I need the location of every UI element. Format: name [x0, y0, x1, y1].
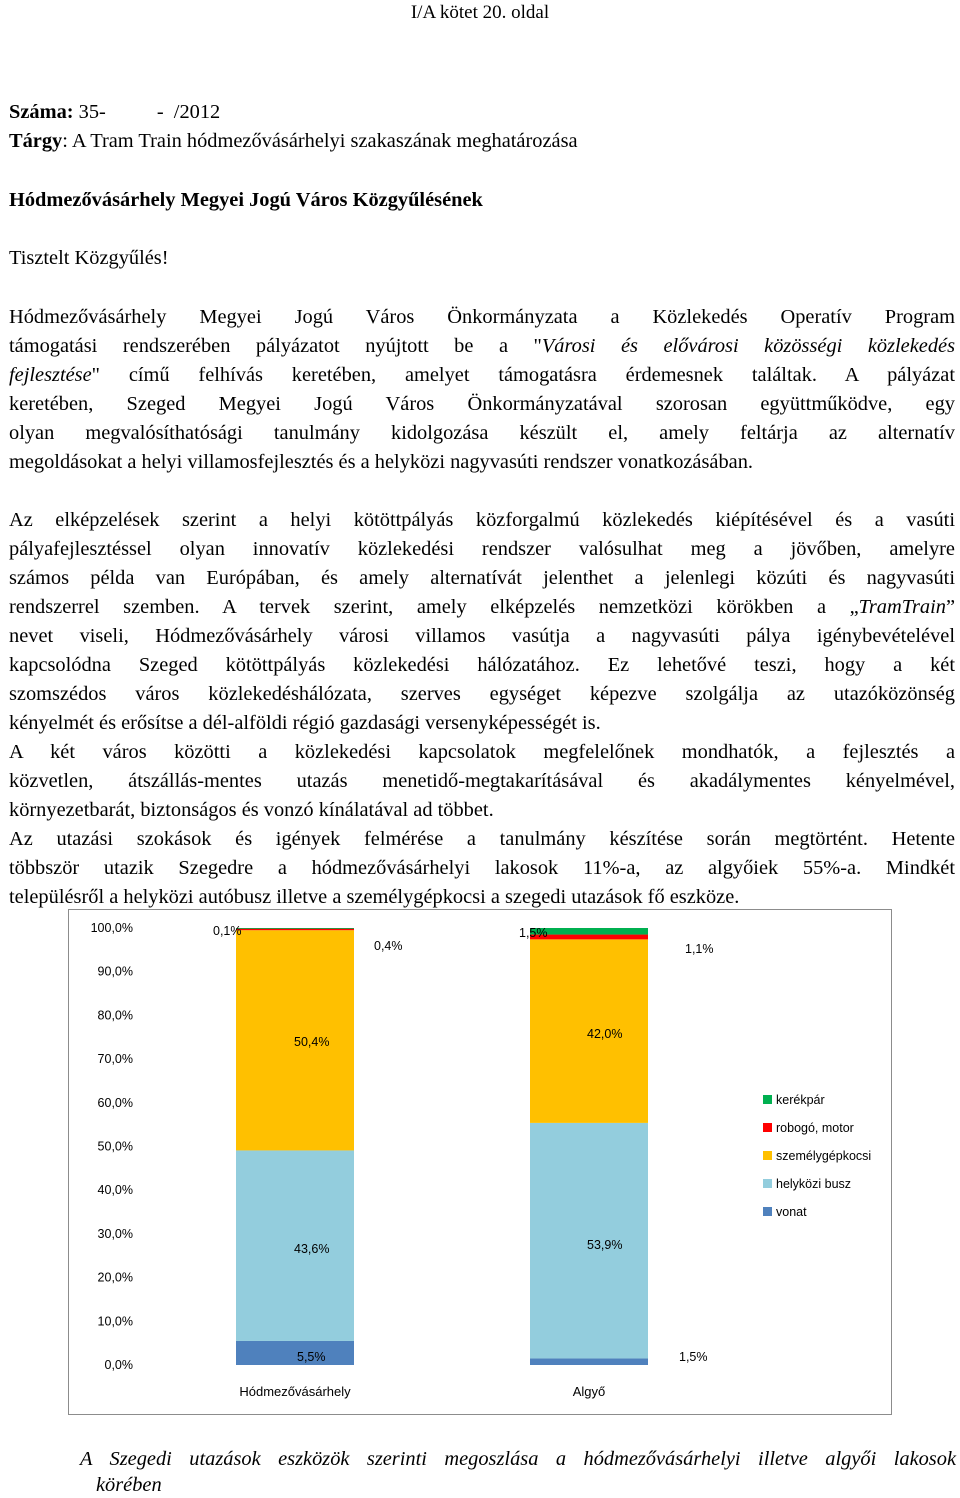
data-label: 0,1%: [213, 924, 242, 938]
data-label: 53,9%: [587, 1238, 623, 1252]
document-number-label: Száma:: [9, 101, 74, 123]
data-label: 1,1%: [685, 942, 714, 956]
legend-label: robogó, motor: [776, 1121, 854, 1135]
paragraph-2-line: Az elképzelések szerint a helyi kötöttpályás közforgalmú közlekedés kiépítésével és a vasúti: [9, 509, 955, 531]
tramtrain-term: TramTrain: [858, 596, 946, 618]
caption-line: A Szegedi utazások eszközök szerinti megoszlása a hódmezővásárhelyi illetve algyői lakosok: [80, 1448, 956, 1470]
chart-caption: [80, 1446, 956, 1498]
paragraph-2-line: [9, 593, 955, 622]
document-subject-label: Tárgy: [9, 130, 63, 152]
page-header: I/A kötet 20. oldal: [410, 2, 550, 23]
paragraph-1-line: megoldásokat a helyi villamosfejlesztés és a helyközi nagyvasúti rendszer vonatkozásában.: [9, 451, 754, 473]
legend-swatch: [763, 1151, 772, 1160]
paragraph-2-line: szomszédos város közlekedéshálózata, szerves egységet képezve szolgálja az utazóközönség: [9, 683, 955, 705]
data-label: 50,4%: [294, 1035, 330, 1049]
paragraph-3-line: A két város közötti a közlekedési kapcsolatok megfelelőnek mondhatók, a fejlesztés a: [9, 741, 955, 763]
program-title-italic: Városi és elővárosi közösségi közlekedés: [541, 335, 955, 357]
closing-quote: ”: [945, 596, 955, 618]
bar-segment-vonat: [530, 1358, 648, 1365]
paragraph-2-line: kapcsolódna Szeged kötöttpályás közlekedési hálózatához. Ez lehetővé teszi, hogy a két: [9, 654, 955, 676]
legend-swatch: [763, 1179, 772, 1188]
paragraph-1-line: keretében, Szeged Megyei Jogú Város Önkormányzatával szorosan együttműködve, egy: [9, 393, 955, 415]
program-title-italic: fejlesztése: [9, 364, 92, 386]
data-label: 43,6%: [294, 1242, 330, 1256]
paragraph-2-line: nevet viseli, Hódmezővásárhely városi villamos vasútja a nagyvasúti pálya igénybevételével: [9, 625, 955, 647]
legend-label: személygépkocsi: [776, 1149, 872, 1163]
paragraph-1-text: támogatási rendszerében pályázatot nyújtott be a ": [9, 335, 542, 357]
chart-canvas: [69, 910, 891, 1414]
y-tick-label: 0,0%: [104, 1358, 133, 1372]
data-label: 0,4%: [374, 939, 403, 953]
stacked-bar-chart: [68, 909, 892, 1415]
y-tick-label: 90,0%: [97, 964, 133, 979]
addressee: Hódmezővásárhely Megyei Jogú Város Közgyűlésének: [9, 189, 483, 211]
y-tick-label: 20,0%: [97, 1270, 133, 1285]
y-tick-label: 30,0%: [97, 1226, 133, 1241]
y-tick-label: 60,0%: [97, 1095, 133, 1110]
legend-swatch: [763, 1095, 772, 1104]
y-tick-label: 100,0%: [90, 921, 133, 935]
paragraph-2-line: számos példa van Európában, és amely alternatívát jelenthet a jelenlegi közúti és nagyvasúti: [9, 567, 955, 589]
y-tick-label: 70,0%: [97, 1052, 133, 1067]
data-label: 1,5%: [679, 1350, 708, 1364]
legend-label: helyközi busz: [776, 1177, 852, 1191]
paragraph-1-text: " című felhívás keretében, amelyet támogatásra érdemesnek találtak. A pályázat: [91, 364, 955, 386]
paragraph-2-line: kényelmét és erősítse a dél-alföldi régió gazdasági versenyképességét is.: [9, 712, 601, 734]
paragraph-4-line: többször utazik Szegedre a hódmezővásárhelyi lakosok 11%-a, az algyőiek 55%-a. Mindkét: [9, 857, 955, 879]
data-label: 1,5%: [519, 926, 548, 940]
x-category-label: Algyő: [572, 1384, 606, 1399]
x-category-label: Hódmezővásárhely: [239, 1384, 351, 1399]
y-tick-label: 40,0%: [97, 1183, 133, 1198]
salutation: Tisztelt Közgyűlés!: [9, 247, 169, 269]
legend-label: vonat: [776, 1205, 807, 1219]
paragraph-3-line: közvetlen, átszállás-mentes utazás menetidő-megtakarításával és akadálymentes kényelmével,: [9, 770, 955, 792]
paragraph-2-line: pályafejlesztéssel olyan innovatív közlekedési rendszer valósulhat meg a jövőben, amelyre: [9, 538, 955, 560]
bar-segment-ker-kp-r: [530, 928, 648, 935]
caption-line: körében: [96, 1474, 162, 1496]
data-label: 5,5%: [297, 1350, 326, 1364]
data-label: 42,0%: [587, 1027, 623, 1041]
document-subject: [9, 127, 955, 156]
legend-swatch: [763, 1207, 772, 1216]
paragraph-2-text: rendszerrel szemben. A tervek szerint, amely elképzelés nemzetközi körökben a „: [9, 596, 859, 618]
paragraph-4-line: Az utazási szokások és igények felmérése a tanulmány készítése során megtörtént. Hetente: [9, 828, 955, 850]
legend-label: kerékpár: [776, 1093, 825, 1107]
bar-segment-robog---motor: [530, 935, 648, 940]
paragraph-3-line: környezetbarát, biztonságos és vonzó kínálatával ad többet.: [9, 799, 494, 821]
y-tick-label: 10,0%: [97, 1314, 133, 1329]
document-number-value: 35- - /2012: [73, 101, 221, 123]
y-tick-label: 80,0%: [97, 1008, 133, 1023]
document-subject-value: : A Tram Train hódmezővásárhelyi szakaszának meghatározása: [62, 130, 578, 152]
paragraph-4-line: településről a helyközi autóbusz illetve a személygépkocsi a szegedi utazások fő eszköze.: [9, 886, 740, 908]
bar-segment-ker-kp-r: [236, 928, 354, 929]
paragraph-1-line: olyan megvalósíthatósági tanulmány kidolgozása készült el, amely feltárja az alternatív: [9, 422, 955, 444]
legend-swatch: [763, 1123, 772, 1132]
paragraph-1-line: Hódmezővásárhely Megyei Jogú Város Önkormányzata a Közlekedés Operatív Program: [9, 306, 955, 328]
y-tick-label: 50,0%: [97, 1139, 133, 1154]
document-number: [9, 98, 955, 127]
paragraph-1-line: [9, 361, 955, 390]
paragraph-1-line: [9, 332, 955, 361]
bar-segment-vonat: [236, 1341, 354, 1365]
